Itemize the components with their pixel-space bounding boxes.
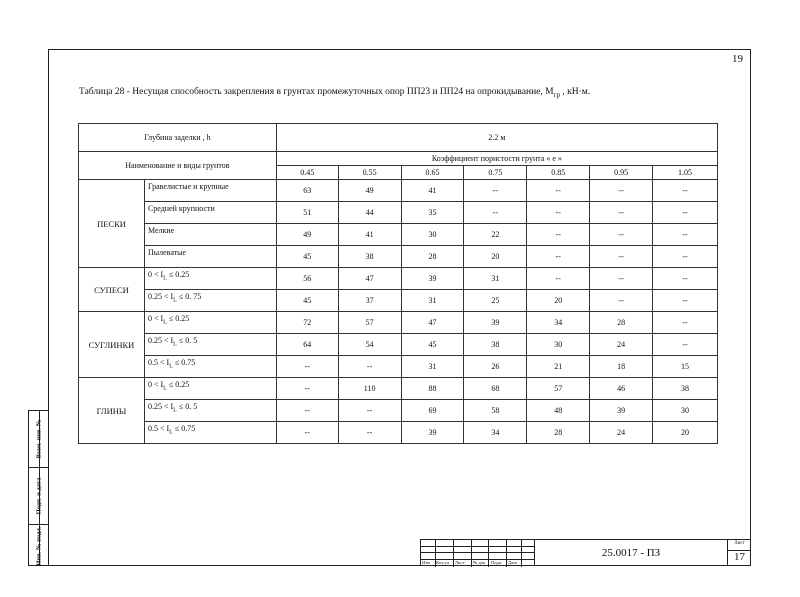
soil-subtype-label: Гравелистые и крупные [144,180,276,202]
value-cell: 20 [464,246,527,268]
depth-label: Глубина заделки , h [79,124,277,152]
table-row [79,356,718,378]
table-row [79,290,718,312]
value-cell: 28 [590,312,653,334]
sheet-box [727,539,751,566]
value-cell: 72 [276,312,338,334]
soil-group-name: ПЕСКИ [79,180,145,268]
soil-subtype-label: Пылеватые [144,246,276,268]
table-row [79,422,718,444]
value-cell: 26 [464,356,527,378]
value-cell: 49 [276,224,338,246]
value-cell: 34 [464,422,527,444]
porosity-coefficient-header: Коэффициент пористости грунта « е » [276,152,717,166]
coefficient-cell: 0.55 [338,166,401,180]
value-cell: 45 [276,290,338,312]
stamp-label-list: Лист [455,560,465,565]
value-cell: -- [590,180,653,202]
value-cell: -- [590,202,653,224]
value-cell: -- [653,268,718,290]
value-cell: 41 [401,180,464,202]
stamp-label-dok: № док [473,560,486,565]
value-cell: 54 [338,334,401,356]
value-cell: -- [464,180,527,202]
value-cell: 38 [464,334,527,356]
value-cell: 38 [338,246,401,268]
revision-grid [420,539,534,566]
value-cell: 28 [401,246,464,268]
depth-value: 2.2 м [276,124,717,152]
value-cell: 37 [338,290,401,312]
value-cell: -- [276,356,338,378]
value-cell: 49 [338,180,401,202]
value-cell: 47 [338,268,401,290]
coefficient-cell: 0.45 [276,166,338,180]
value-cell: 57 [338,312,401,334]
side-inv-podl: Инв. № подл. [35,526,42,566]
value-cell: 41 [338,224,401,246]
table-row [79,268,718,290]
value-cell: 45 [276,246,338,268]
value-cell: 57 [527,378,590,400]
table-row [79,246,718,268]
value-cell: 69 [401,400,464,422]
value-cell: -- [653,312,718,334]
table-row [79,180,718,202]
soil-group-name: СУПЕСИ [79,268,145,312]
value-cell: 39 [401,268,464,290]
bearing-capacity-table [78,123,718,444]
value-cell: 21 [527,356,590,378]
value-cell: -- [653,246,718,268]
value-cell: 63 [276,180,338,202]
value-cell: 31 [401,290,464,312]
value-cell: 39 [464,312,527,334]
side-inv-dubl: Взам. инв. № [29,411,48,468]
table-row [79,400,718,422]
coefficient-cell: 1.05 [653,166,718,180]
value-cell: 64 [276,334,338,356]
value-cell: 51 [276,202,338,224]
title-block [420,539,751,566]
value-cell: 56 [276,268,338,290]
value-cell: -- [338,422,401,444]
page-number: 19 [732,53,743,65]
value-cell: 22 [464,224,527,246]
value-cell: 30 [401,224,464,246]
soil-subtype-label: $0 < I_L \le 0.25$ [144,312,276,334]
soil-subtype-label: $0.5 < I_L \le 0.75$ [144,356,276,378]
soil-subtype-label: $0 < I_L \le 0.25$ [144,268,276,290]
value-cell: -- [590,268,653,290]
value-cell: 31 [464,268,527,290]
value-cell: -- [527,268,590,290]
value-cell: 24 [590,334,653,356]
value-cell: -- [527,224,590,246]
value-cell: 20 [653,422,718,444]
soil-type-header: Наименование и виды грунтов [79,152,277,180]
side-stamp [28,410,48,566]
value-cell: -- [276,378,338,400]
value-cell: -- [527,180,590,202]
value-cell: 46 [590,378,653,400]
table-row [79,334,718,356]
value-cell: 30 [527,334,590,356]
value-cell: 25 [464,290,527,312]
sheet-number: 17 [734,551,745,563]
value-cell: 28 [527,422,590,444]
value-cell: -- [338,400,401,422]
table-row [79,202,718,224]
soil-subtype-label: Мелкие [144,224,276,246]
value-cell: 48 [527,400,590,422]
value-cell: 68 [464,378,527,400]
table-row [79,378,718,400]
value-cell: -- [464,202,527,224]
value-cell: 34 [527,312,590,334]
coefficient-cell: 0.85 [527,166,590,180]
caption-subscript: гр [553,90,560,99]
soil-subtype-label: Средней крупности [144,202,276,224]
soil-group-name: ГЛИНЫ [79,378,145,444]
stamp-label-kolych: Кол.уч [436,560,449,565]
value-cell: 15 [653,356,718,378]
value-cell: -- [527,202,590,224]
value-cell: -- [653,334,718,356]
depth-row [79,124,718,152]
value-cell: 31 [401,356,464,378]
value-cell: -- [653,224,718,246]
soil-subtype-label: $0 < I_L \le 0.25$ [144,378,276,400]
value-cell: -- [653,180,718,202]
soil-subtype-label: $0.25 < I_L \le 0$. 75 [144,290,276,312]
table-row [79,312,718,334]
value-cell: -- [590,224,653,246]
value-cell: -- [338,356,401,378]
stamp-label-podp: Подп. [491,560,503,565]
value-cell: 44 [338,202,401,224]
stamp-label-izm: Изм [422,560,430,565]
coefficient-cell: 0.95 [590,166,653,180]
value-cell: -- [590,290,653,312]
value-cell: 38 [653,378,718,400]
soil-subtype-label: $0.5 < I_L \le 0.75$ [144,422,276,444]
caption-main: Таблица 28 - Несущая способность закрепления в грунтах промежуточных опор ПП23 и ПП24 на опрокидывание, М [79,87,554,97]
value-cell: 39 [401,422,464,444]
value-cell: -- [527,246,590,268]
side-sign-date: Подп. и дата [29,468,48,525]
sheet-label: Лист [734,541,745,546]
value-cell: 24 [590,422,653,444]
value-cell: 35 [401,202,464,224]
value-cell: 18 [590,356,653,378]
value-cell: -- [653,202,718,224]
coefficient-cell: 0.75 [464,166,527,180]
value-cell: 20 [527,290,590,312]
value-cell: -- [653,290,718,312]
document-code: 25.0017 - ПЗ [534,539,727,566]
coefficient-cell: 0.65 [401,166,464,180]
caption-tail: , кН·м. [559,87,591,97]
stamp-label-data: Дата [508,560,517,565]
value-cell: -- [276,400,338,422]
soil-group-name: СУГЛИНКИ [79,312,145,378]
value-cell: 45 [401,334,464,356]
value-cell: 39 [590,400,653,422]
soil-subtype-label: $0.25 < I_L \le 0$. 5 [144,334,276,356]
value-cell: 88 [401,378,464,400]
value-cell: -- [590,246,653,268]
table-caption [79,87,590,99]
value-cell: 47 [401,312,464,334]
header-row [79,152,718,166]
table-row [79,224,718,246]
value-cell: 110 [338,378,401,400]
value-cell: 30 [653,400,718,422]
value-cell: -- [276,422,338,444]
soil-subtype-label: $0.25 < I_L \le 0$. 5 [144,400,276,422]
value-cell: 58 [464,400,527,422]
